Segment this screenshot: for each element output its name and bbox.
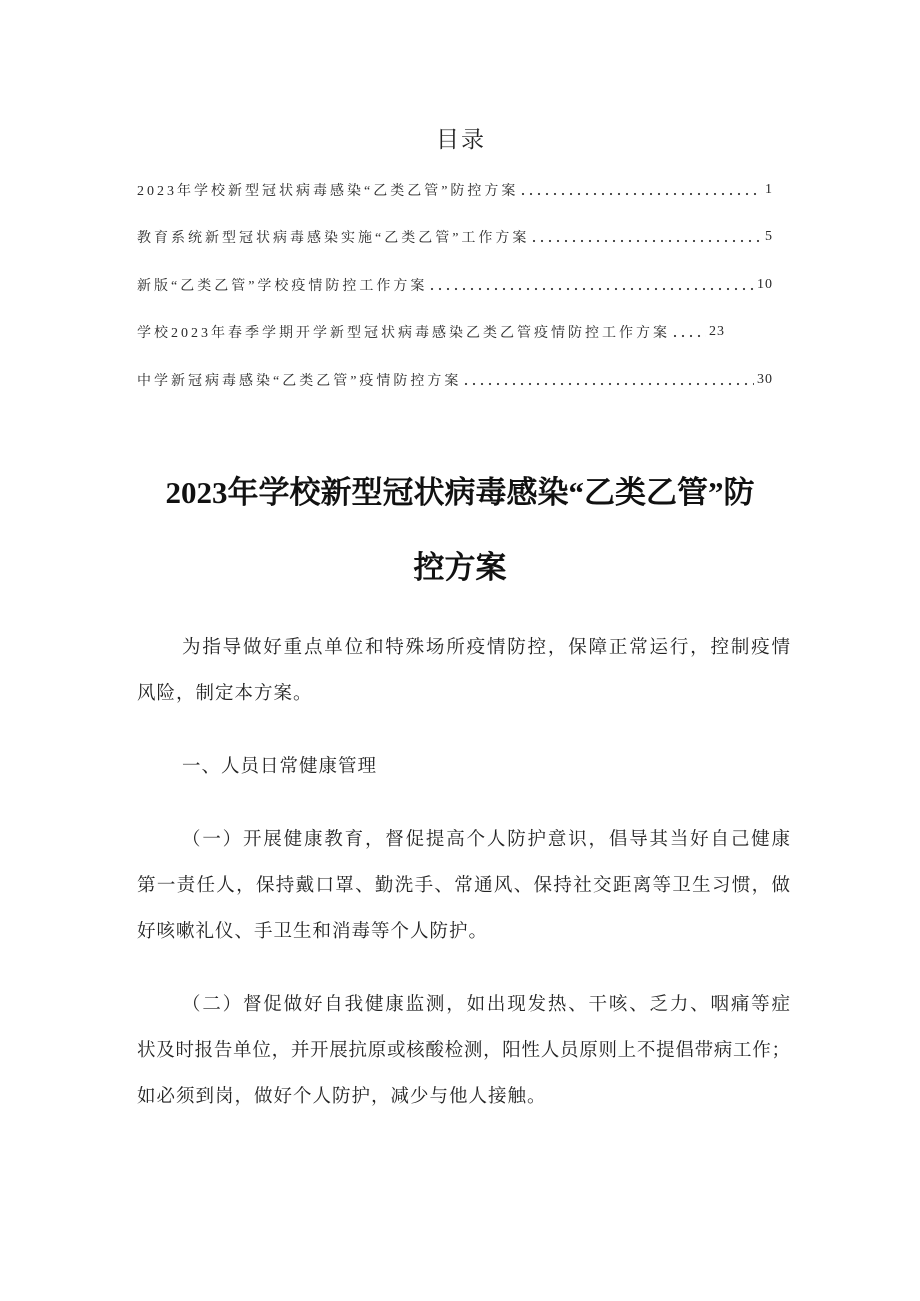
toc-entry[interactable] — [137, 166, 773, 214]
toc-entry-page-number: 10 — [757, 276, 773, 292]
paragraph-item-1 — [137, 817, 790, 955]
paragraph-intro — [137, 625, 790, 717]
table-of-contents — [137, 166, 773, 404]
toc-dot-leader — [530, 231, 762, 243]
document-title-line: 控方案 — [413, 550, 507, 585]
toc-entry-title: 新版“乙类乙管”学校疫情防控工作方案 — [137, 278, 428, 294]
paragraph-line: 如必须到岗，做好个人防护，减少与他人接触。 — [137, 1087, 547, 1107]
paragraph-line: 风险，制定本方案。 — [137, 684, 313, 704]
toc-entry-page-number: 23 — [709, 324, 725, 340]
paragraph-line: （二）督促做好自我健康监测，如出现发热、干咳、乏力、咽痛等症 — [182, 995, 790, 1015]
paragraph-line: 第一责任人，保持戴口罩、勤洗手、常通风、保持社交距离等卫生习惯，做 — [137, 876, 790, 896]
toc-entry[interactable] — [137, 261, 773, 309]
toc-dot-leader — [519, 184, 762, 196]
document-body — [137, 625, 790, 1120]
toc-entry-title: 学校2023年春季学期开学新型冠状病毒感染乙类乙管疫情防控工作方案 — [137, 326, 670, 342]
toc-entry[interactable] — [137, 356, 773, 404]
toc-entry-title: 2023年学校新型冠状病毒感染“乙类乙管”防控方案 — [137, 183, 519, 199]
toc-dot-leader — [428, 279, 754, 291]
toc-entry-title: 中学新冠病毒感染“乙类乙管”疫情防控方案 — [137, 373, 462, 389]
section-heading — [137, 744, 790, 790]
document-title — [0, 455, 920, 605]
toc-dot-leader — [671, 326, 706, 338]
paragraph-line: 为指导做好重点单位和特殊场所疫情防控，保障正常运行，控制疫情 — [182, 638, 790, 658]
section-heading-text: 一、人员日常健康管理 — [182, 757, 378, 777]
toc-heading: 目录 — [436, 127, 486, 152]
toc-entry[interactable] — [137, 309, 725, 357]
paragraph-item-2 — [137, 982, 790, 1120]
paragraph-line: 好咳嗽礼仪、手卫生和消毒等个人防护。 — [137, 922, 489, 942]
paragraph-line: 状及时报告单位，并开展抗原或核酸检测，阳性人员原则上不提倡带病工作； — [137, 1041, 790, 1061]
toc-entry-page-number: 30 — [757, 371, 773, 387]
toc-dot-leader — [462, 374, 754, 386]
toc-entry-title: 教育系统新型冠状病毒感染实施“乙类乙管”工作方案 — [137, 231, 530, 247]
toc-entry-page-number: 5 — [765, 229, 773, 245]
document-title-line: 2023年学校新型冠状病毒感染“乙类乙管”防 — [165, 475, 755, 510]
toc-entry[interactable] — [137, 214, 773, 262]
paragraph-line: （一）开展健康教育，督促提高个人防护意识，倡导其当好自己健康 — [182, 830, 790, 850]
toc-entry-page-number: 1 — [765, 181, 773, 197]
